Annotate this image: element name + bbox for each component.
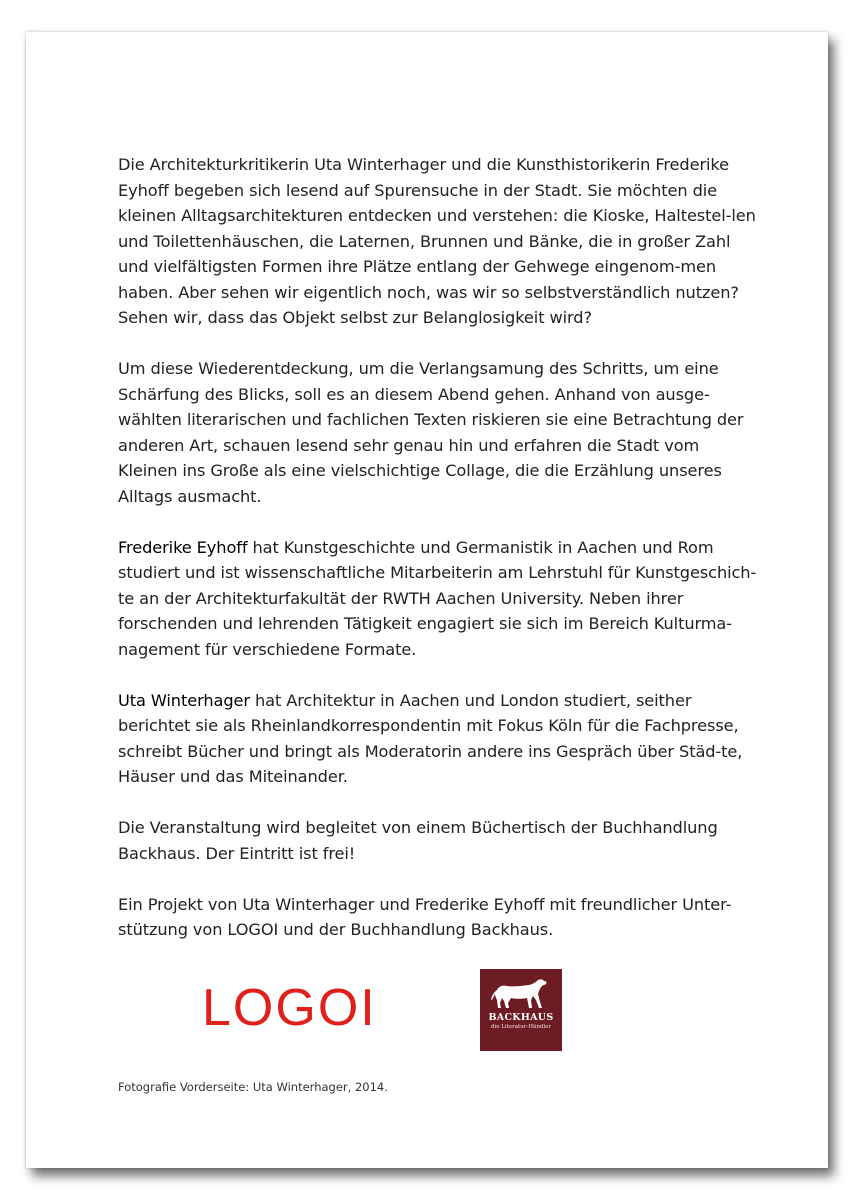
logoi-logo: LOGOI	[202, 979, 377, 1037]
photo-credit: Fotografie Vorderseite: Uta Winterhager, 2014.	[118, 1080, 388, 1094]
backhaus-wordmark: BACKHAUS	[488, 1012, 554, 1023]
bio-frederike-eyhoff	[118, 535, 758, 663]
bio-uta-winterhager	[118, 688, 758, 790]
bio-name: Frederike Eyhoff	[118, 537, 248, 557]
body-text	[118, 152, 758, 968]
cheetah-icon	[491, 976, 551, 1010]
flyer-page	[26, 32, 828, 1168]
backhaus-tagline: die Literatur-Händler	[490, 1024, 552, 1030]
intro-paragraph-2: Um diese Wiederentdeckung, um die Verlangsamung des Schritts, um eine Schärfung des Blicks, soll es an diesem Abend gehen. Anhand von ausge-wählten literarischen und fachlichen Texten riskieren sie eine Betrachtung der anderen Art, schauen lesend sehr genau hin und erfahren die Stadt vom Kleinen ins Große als eine vielschichtige Collage, die die Erzählung unseres Alltags ausmacht.	[118, 359, 744, 506]
bio-name: Uta Winterhager	[118, 690, 250, 710]
event-note: Die Veranstaltung wird begleitet von einem Büchertisch der Buchhandlung Backhaus. Der Eintritt ist frei!	[118, 818, 718, 863]
project-note: Ein Projekt von Uta Winterhager und Frederike Eyhoff mit freundlicher Unter-stützung von LOGOI und der Buchhandlung Backhaus.	[118, 894, 732, 939]
bio-text: hat Kunstgeschichte und Germanistik in Aachen und Rom studiert und ist wissenschaftliche Mitarbeiterin am Lehrstuhl für Kunstgeschich-te an der Architekturfakultät der RWTH Aachen University. Neben ihrer forschenden und lehrenden Tätigkeit engagiert sie sich im Bereich Kulturma-nagement für verschiedene Formate.	[118, 537, 757, 659]
intro-paragraph-1: Die Architekturkritikerin Uta Winterhager und die Kunsthistorikerin Frederike Eyhoff begeben sich lesend auf Spurensuche in der Stadt. Sie möchten die kleinen Alltagsarchitekturen entdecken und verstehen: die Kioske, Haltestel-len und Toilettenhäuschen, die Laternen, Brunnen und Bänke, die in großer Zahl und vielfältigsten Formen ihre Plätze entlang der Gehwege eingenom-men haben. Aber sehen wir eigentlich noch, was wir so selbstverständlich nutzen? Sehen wir, dass das Objekt selbst zur Belanglosigkeit wird?	[118, 155, 756, 327]
bio-text: hat Architektur in Aachen und London studiert, seither berichtet sie als Rheinlandkorrespondentin mit Fokus Köln für die Fachpresse, schreibt Bücher und bringt als Moderatorin andere ins Gespräch über Städ-te, Häuser und das Miteinander.	[118, 690, 743, 786]
backhaus-logo	[480, 969, 562, 1051]
